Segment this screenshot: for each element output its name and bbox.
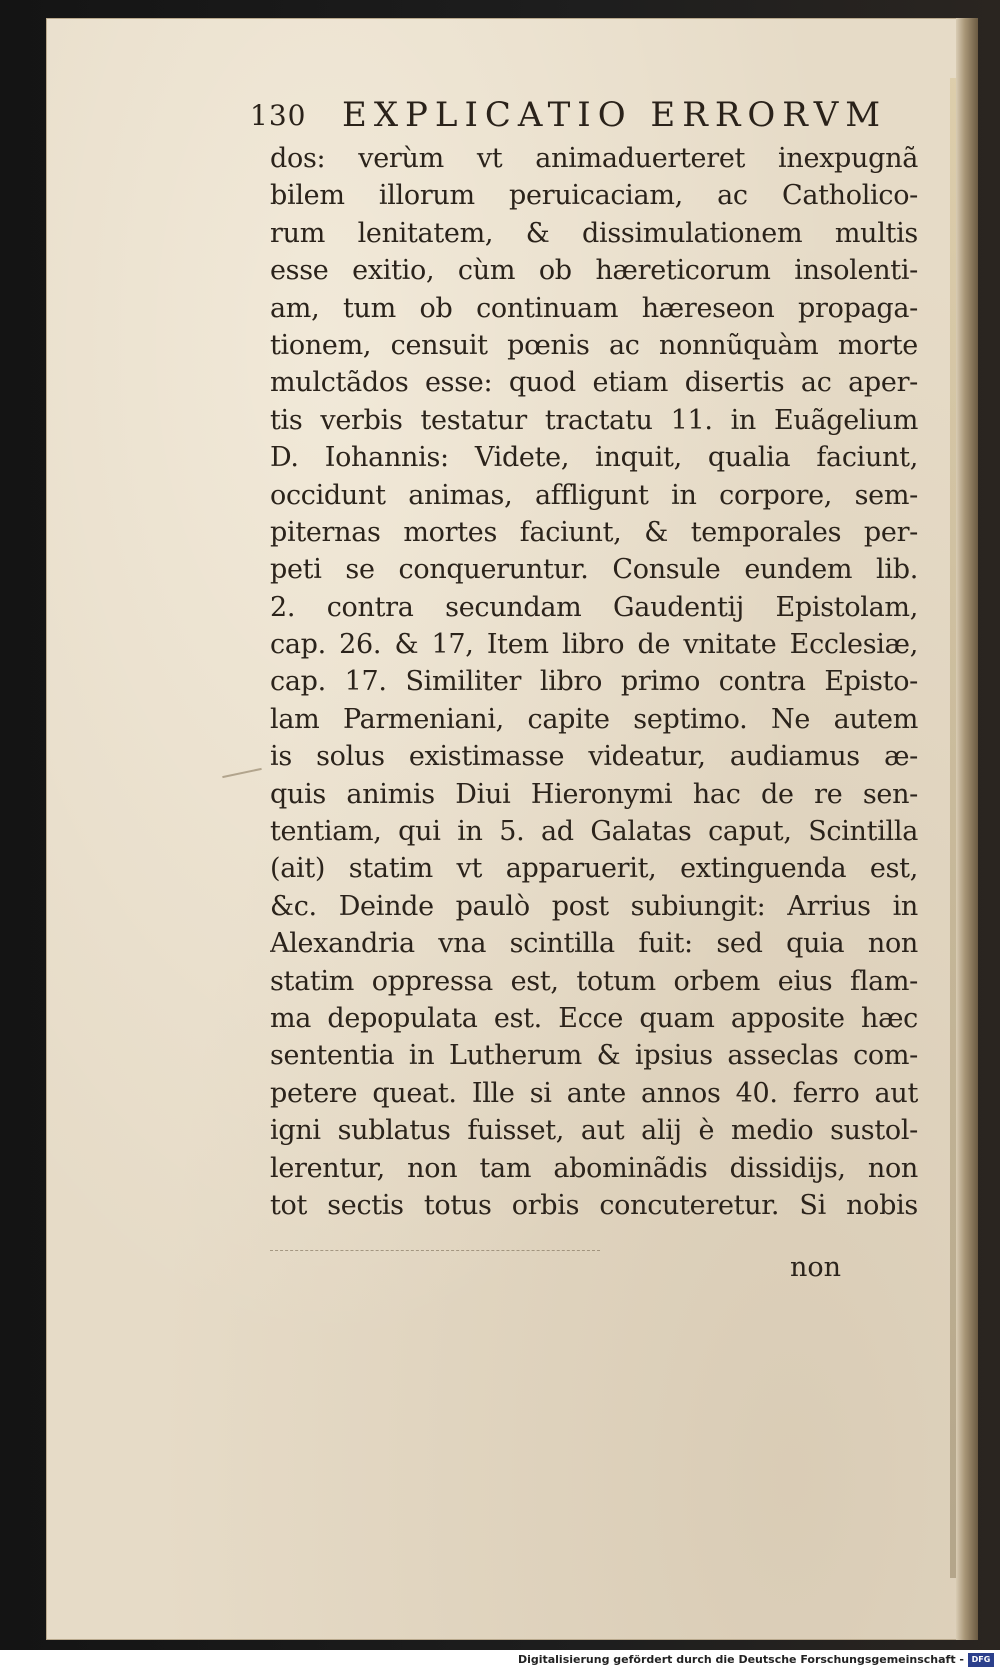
text-line: D. Iohannis: Videte, inquit, qualia faciunt, xyxy=(270,442,918,474)
text-line: sententia in Lutherum & ipsius asseclas com- xyxy=(270,1040,918,1072)
page-edge-shading xyxy=(950,78,956,1578)
page-number: 130 xyxy=(250,99,307,132)
text-line: esse exitio, cùm ob hæreticorum insolenti- xyxy=(270,255,918,287)
text-line: (ait) statim vt apparuerit, extinguenda est, xyxy=(270,853,918,885)
text-underline-mark xyxy=(270,1250,600,1251)
text-line: is solus existimasse videatur, audiamus æ- xyxy=(270,741,918,773)
running-title: EXPLICATIO ERRORVM xyxy=(342,95,888,135)
text-line: am, tum ob continuam hæreseon propaga- xyxy=(270,292,918,324)
text-line: Alexandria vna scintilla fuit: sed quia non xyxy=(270,928,918,960)
text-line: petere queat. Ille si ante annos 40. ferro aut xyxy=(270,1077,918,1109)
catchword: non xyxy=(790,1252,842,1283)
text-line: lam Parmeniani, capite septimo. Ne autem xyxy=(270,703,918,735)
text-line: tionem, censuit pœnis ac nonnũquàm morte xyxy=(270,329,918,361)
text-line: statim oppressa est, totum orbem eius flam- xyxy=(270,965,918,997)
text-line: rum lenitatem, & dissimulationem multis xyxy=(270,217,918,249)
text-line: bilem illorum peruicaciam, ac Catholico- xyxy=(270,180,918,212)
text-line: cap. 17. Similiter libro primo contra Episto- xyxy=(270,666,918,698)
text-line: piternas mortes faciunt, & temporales per- xyxy=(270,516,918,548)
text-line: occidunt animas, affligunt in corpore, sem- xyxy=(270,479,918,511)
digitization-footer xyxy=(0,1651,1000,1671)
text-line: lerentur, non tam abominãdis dissidijs, non xyxy=(270,1152,918,1184)
dfg-logo-icon: DFG xyxy=(968,1653,994,1667)
text-line: &c. Deinde paulò post subiungit: Arrius in xyxy=(270,890,918,922)
text-line: igni sublatus fuisset, aut alij è medio sustol- xyxy=(270,1115,918,1147)
body-text xyxy=(270,140,918,1224)
text-line: tis verbis testatur tractatu 11. in Euãgelium xyxy=(270,404,918,436)
text-line: tot sectis totus orbis concuteretur. Si nobis xyxy=(270,1189,918,1221)
text-line: dos: verùm vt animaduerteret inexpugnã xyxy=(270,143,918,174)
text-line: cap. 26. & 17, Item libro de vnitate Ecclesiæ, xyxy=(270,629,918,661)
text-line: tentiam, qui in 5. ad Galatas caput, Scintilla xyxy=(270,816,918,848)
text-line: ma depopulata est. Ecce quam apposite hæc xyxy=(270,1002,918,1034)
text-line: peti se conqueruntur. Consule eundem lib. xyxy=(270,554,918,586)
page-header xyxy=(250,95,910,145)
page-gutter xyxy=(956,18,978,1640)
text-line: 2. contra secundam Gaudentij Epistolam, xyxy=(270,591,918,623)
text-line: mulctãdos esse: quod etiam disertis ac aper- xyxy=(270,367,918,399)
funding-credit: Digitalisierung gefördert durch die Deutsche Forschungsgemeinschaft - xyxy=(517,1653,964,1666)
text-line: quis animis Diui Hieronymi hac de re sen- xyxy=(270,778,918,810)
